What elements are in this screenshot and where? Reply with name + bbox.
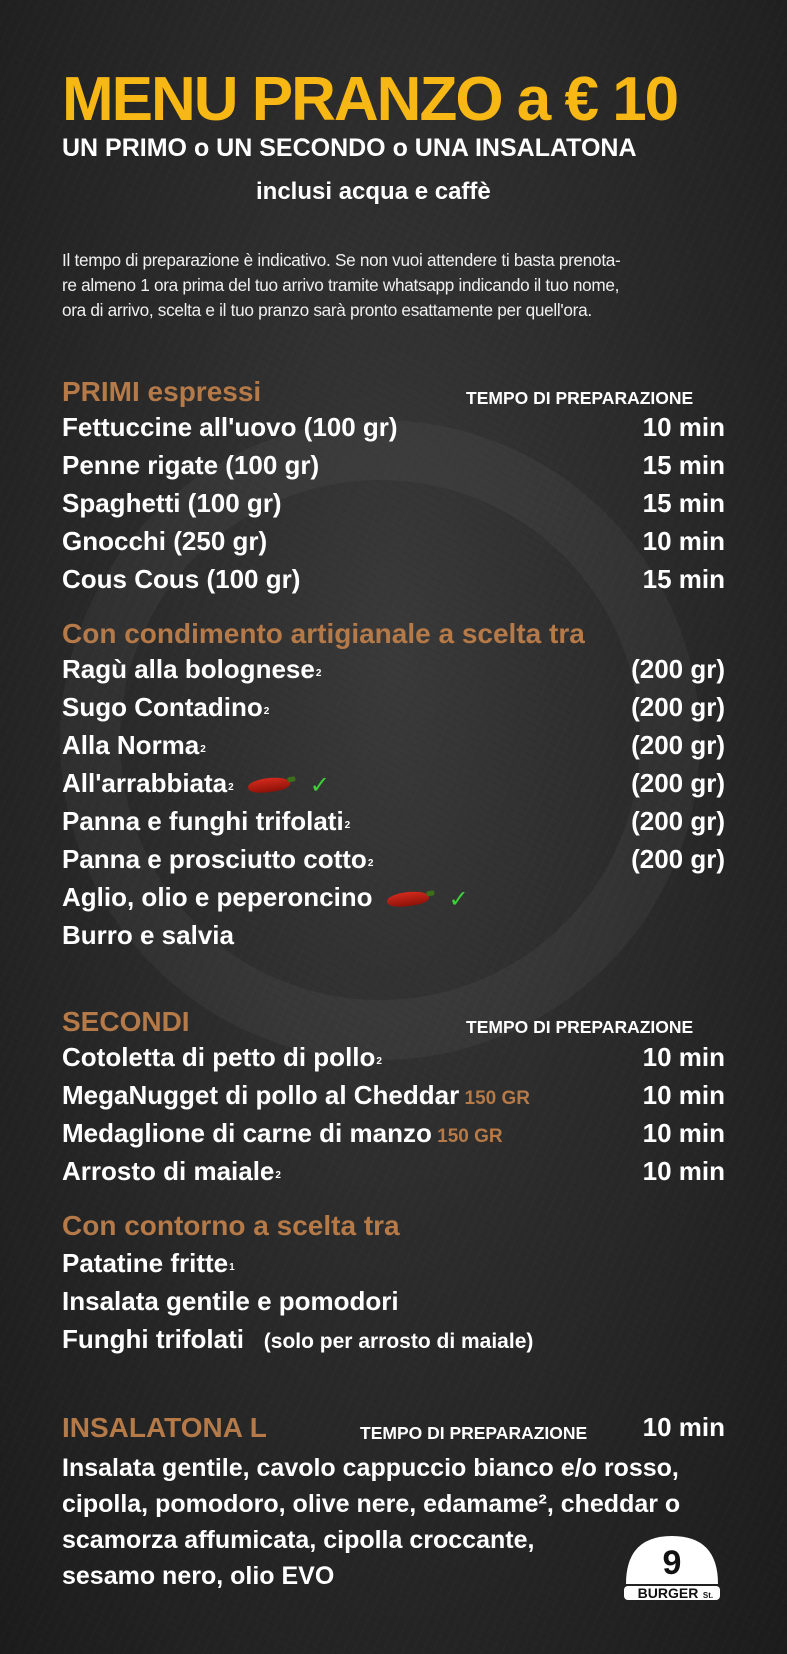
menu-includes: inclusi acqua e caffè [256, 178, 491, 205]
vegan-leaf-icon: ✓ [448, 885, 469, 913]
item-name: Insalata gentile e pomodori [62, 1286, 399, 1316]
section-title-condimenti: Con condimento artigianale a scelta tra [62, 618, 585, 649]
menu-item-row [62, 806, 725, 846]
insalatona-time-row [62, 1412, 725, 1452]
menu-item-row [62, 920, 725, 960]
intro-line: Il tempo di preparazione è indicativo. Se non vuoi attendere ti basta prenota- [62, 250, 621, 270]
menu-item-row [62, 1156, 725, 1196]
item-name: Aglio, olio e peperoncino ✓ [62, 882, 469, 913]
section-title-secondi: SECONDI [62, 1006, 190, 1037]
item-prep-time: 10 min [642, 412, 725, 442]
menu-item-row [62, 654, 725, 694]
description-line: cipolla, pomodoro, olive nere, edamame², cheddar o [62, 1490, 681, 1518]
burger-st-logo [622, 1532, 722, 1604]
menu-item-row [62, 1042, 725, 1082]
item-quantity: (200 gr) [631, 692, 725, 722]
menu-item-row [62, 768, 725, 808]
allergen-note: 2 [315, 668, 322, 679]
menu-title: MENU PRANZO a € 10 [62, 65, 678, 134]
item-prep-time: 10 min [642, 1118, 725, 1148]
item-quantity: (200 gr) [631, 654, 725, 684]
allergen-note: 1 [229, 1262, 235, 1273]
item-name: Funghi trifolati (solo per arrosto di maiale) [62, 1324, 534, 1354]
insalatona-description [62, 1450, 680, 1594]
allergen-note: 2 [367, 858, 374, 869]
item-name: Panna e prosciutto cotto$^2$ [62, 844, 374, 874]
item-prep-time: 10 min [642, 1156, 725, 1186]
prep-time-header: TEMPO DI PREPARAZIONE [466, 1017, 694, 1037]
item-prep-time: 10 min [642, 1080, 725, 1110]
item-name: MegaNugget di pollo al Cheddar 150 GR [62, 1080, 531, 1110]
description-line: scamorza affumicata, cipolla croccante, [62, 1526, 535, 1554]
description-line: sesamo nero, olio EVO [62, 1562, 335, 1590]
menu-item-row [62, 1248, 725, 1288]
item-name: Penne rigate (100 gr) [62, 450, 320, 480]
intro-line: ora di arrivo, scelta e il tuo pranzo sarà pronto esattamente per quell'ora. [62, 300, 592, 320]
section-title-contorni: Con contorno a scelta tra [62, 1210, 400, 1241]
menu-item-row [62, 488, 725, 528]
logo-suffix: St. [702, 1591, 714, 1600]
intro-paragraph [62, 248, 742, 323]
item-prep-time: 10 min [642, 1042, 725, 1072]
section-title-insalatona: INSALATONA L [62, 1412, 267, 1443]
allergen-note: 2 [376, 1056, 382, 1067]
prep-time-header: TEMPO DI PREPARAZIONE [360, 1423, 588, 1443]
item-name: Cous Cous (100 gr) [62, 564, 301, 594]
menu-item-row [62, 692, 725, 732]
item-name: Ragù alla bolognese$^2$ [62, 654, 322, 684]
menu-item-row [62, 412, 725, 452]
item-name: Gnocchi (250 gr) [62, 526, 268, 556]
item-name: Burro e salvia [62, 920, 234, 950]
item-name: Medaglione di carne di manzo 150 GR [62, 1118, 503, 1148]
vegan-leaf-icon: ✓ [309, 771, 330, 799]
item-quantity: (200 gr) [631, 768, 725, 798]
menu-item-row [62, 450, 725, 490]
menu-item-row [62, 564, 725, 604]
item-name: Spaghetti (100 gr) [62, 488, 282, 518]
item-weight: 150 GR [459, 1088, 531, 1109]
insalatona-time: 10 min [642, 1412, 725, 1442]
menu-item-row [62, 526, 725, 566]
chili-icon [386, 889, 430, 909]
item-prep-time: 15 min [642, 450, 725, 480]
item-prep-time: 15 min [642, 564, 725, 594]
item-name: Arrosto di maiale$^2$ [62, 1156, 281, 1186]
chili-icon [247, 775, 291, 795]
allergen-note: 2 [228, 782, 234, 793]
item-name: All'arrabbiata$^2$ ✓ [62, 768, 330, 799]
item-quantity: (200 gr) [631, 844, 725, 874]
menu-item-row [62, 1286, 725, 1326]
menu-item-row [62, 1080, 725, 1120]
item-extra-note: (solo per arrosto di maiale) [257, 1330, 534, 1353]
allergen-note: 2 [344, 820, 351, 831]
item-prep-time: 15 min [642, 488, 725, 518]
item-quantity: (200 gr) [631, 806, 725, 836]
menu-item-row [62, 1324, 725, 1364]
prep-time-header: TEMPO DI PREPARAZIONE [466, 388, 694, 408]
description-line: Insalata gentile, cavolo cappuccio bianco e/o rosso, [62, 1454, 679, 1482]
item-name: Fettuccine all'uovo (100 gr) [62, 412, 398, 442]
item-weight: 150 GR [431, 1126, 503, 1147]
intro-line: re almeno 1 ora prima del tuo arrivo tramite whatsapp indicando il tuo nome, [62, 275, 620, 295]
section-title-primi: PRIMI espressi [62, 376, 262, 407]
logo-text: BURGER [637, 1585, 699, 1601]
menu-item-row [62, 844, 725, 884]
menu-item-row [62, 1118, 725, 1158]
allergen-note: 2 [200, 744, 206, 755]
item-name: Alla Norma$^2$ [62, 730, 206, 760]
menu-item-row [62, 882, 725, 922]
item-name: Cotoletta di petto di pollo$^2$ [62, 1042, 382, 1072]
item-name: Sugo Contadino$^2$ [62, 692, 270, 722]
item-name: Panna e funghi trifolati$^2$ [62, 806, 351, 836]
menu-item-row [62, 730, 725, 770]
allergen-note: 2 [275, 1170, 281, 1181]
logo-number: 9 [662, 1544, 682, 1582]
item-name: Patatine fritte$^1$ [62, 1248, 235, 1278]
item-quantity: (200 gr) [631, 730, 725, 760]
allergen-note: 2 [263, 706, 270, 717]
item-prep-time: 10 min [642, 526, 725, 556]
menu-subtitle: UN PRIMO o UN SECONDO o UNA INSALATONA [62, 134, 637, 162]
